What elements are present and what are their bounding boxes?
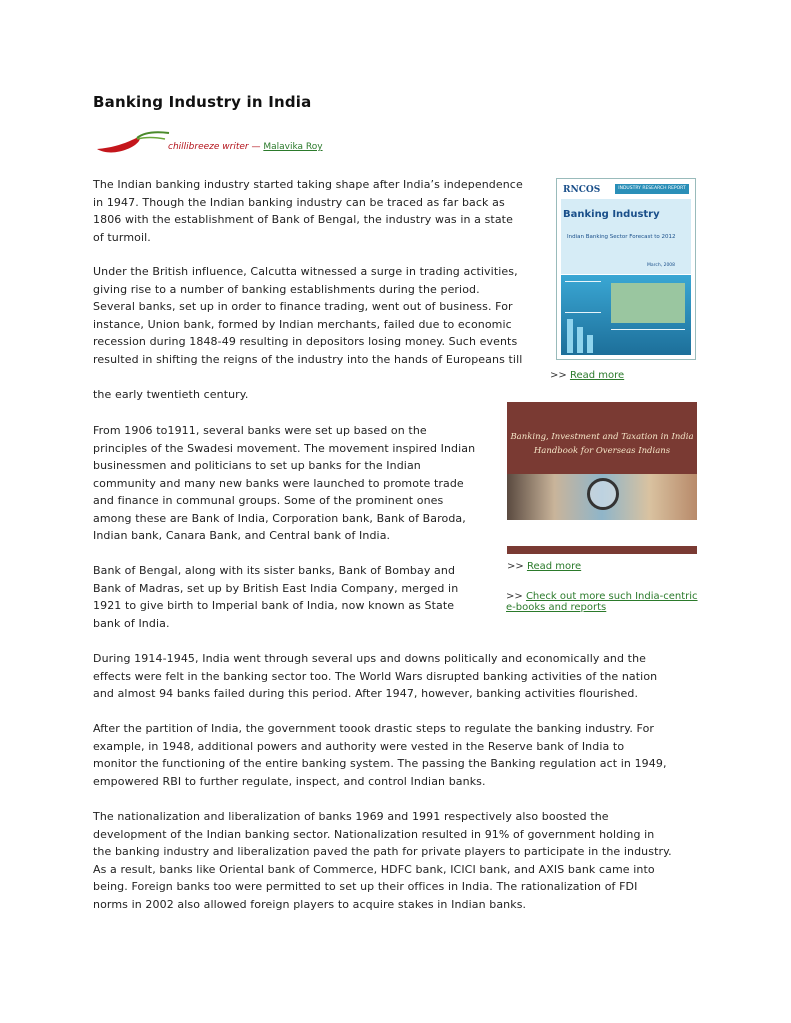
text-line: among these are Bank of India, Corporation bank, Bank of Baroda, [93, 511, 466, 525]
read-more-row-1 [550, 370, 624, 381]
check-out-row [506, 591, 698, 613]
text-line: 1921 to give birth to Imperial bank of India, now known as State [93, 599, 455, 612]
paragraph-2 [93, 263, 522, 368]
text-line: in 1947. Though the Indian banking industry can be traced as far back as [93, 195, 505, 209]
text-line: bank of India. [93, 616, 170, 630]
paragraph-2-continued: the early twentieth century. [93, 388, 249, 401]
check-out-link-line2[interactable]: e-books and reports [506, 602, 607, 613]
byline-prefix: chillibreeze writer — [168, 142, 264, 152]
page-title: Banking Industry in India [93, 93, 312, 111]
magnifier-icon [587, 478, 619, 510]
text-line: being. Foreign banks too were permitted to set up their offices in India. The rationalization of FDI [93, 880, 638, 893]
author-link[interactable]: Malavika Roy [263, 142, 323, 152]
cover-date: March, 2008 [647, 263, 676, 268]
paragraph-1 [93, 176, 523, 246]
text-line: the banking industry and liberalization paved the path for private players to participate in the industry. [93, 845, 672, 858]
text-line: Bank of Madras, set up by British East India Company, merged in [93, 581, 459, 595]
text-line: Several banks, set up in order to finance trading, went out of business. For [93, 300, 513, 313]
cover-title: Banking Industry [563, 209, 660, 220]
arrow-text: >> [550, 370, 567, 381]
read-more-link-1[interactable]: Read more [569, 370, 625, 381]
text-line: development of the Indian banking sector. Nationalization resulted in 91% of government holding in [93, 827, 655, 841]
text-line: example, in 1948, additional powers and authority were vested in the Reserve bank of India to [93, 739, 625, 753]
text-line: Indian bank, Canara Bank, and Central bank of India. [93, 529, 391, 542]
cover-brand: RNCOS [563, 185, 601, 195]
paragraph-6 [93, 720, 667, 790]
text-line: After the partition of India, the government toook drastic steps to regulate the banking industry. For [93, 722, 655, 735]
text-line: monitor the functioning of the entire banking system. The passing the Banking regulation act in 1949, [93, 757, 667, 770]
paragraph-3 [93, 422, 475, 545]
banking-industry-report-cover[interactable] [556, 178, 696, 360]
text-line: The Indian banking industry started taking shape after India’s independence [93, 178, 523, 191]
text-line: norms in 2002 also allowed foreign players to acquire stakes in Indian banks. [93, 897, 527, 911]
text-line: effects were felt in the banking sector too. The World Wars disrupted banking activities of the nation [93, 669, 658, 683]
text-line: Under the British influence, Calcutta witnessed a surge in trading activities, [93, 265, 518, 278]
text-line: empowered RBI to further regulate, inspect, and control Indian banks. [93, 774, 486, 788]
text-line: community and many new banks were launched to promote trade [93, 476, 464, 490]
text-line: and finance in communal groups. Some of the prominent ones [93, 494, 444, 507]
text-line: instance, Union bank, formed by Indian merchants, failed due to economic [93, 317, 512, 331]
handbook-cover[interactable] [507, 402, 697, 554]
paragraph-5 [93, 650, 657, 703]
handbook-title-line2: Handbook for Overseas Indians [533, 446, 671, 456]
cover-badge: INDUSTRY RESEARCH REPORT [615, 184, 689, 194]
arrow-text: >> [507, 561, 524, 572]
text-line: During 1914-1945, India went through several ups and downs politically and economically and the [93, 652, 647, 665]
paragraph-7 [93, 808, 672, 913]
text-line: recession during 1848-49 resulting in depositors losing money. Such events [93, 335, 518, 348]
text-line: resulted in shifting the reigns of the industry into the hands of Europeans till [93, 352, 523, 366]
cover-image-panel [561, 275, 691, 355]
read-more-row-2 [507, 561, 581, 572]
text-line: giving rise to a number of banking establishments during the period. [93, 282, 480, 296]
cover-photo [611, 283, 685, 323]
byline [168, 142, 323, 152]
text-line: From 1906 to1911, several banks were set up based on the [93, 424, 427, 437]
text-line: and almost 94 banks failed during this period. After 1947, however, banking activities flourished. [93, 687, 639, 700]
text-line: of turmoil. [93, 230, 151, 244]
read-more-link-2[interactable]: Read more [526, 561, 582, 572]
text-line: Bank of Bengal, along with its sister banks, Bank of Bombay and [93, 564, 456, 577]
cover-subtitle: Indian Banking Sector Forecast to 2012 [567, 234, 676, 240]
arrow-text: >> [506, 591, 523, 602]
text-line: As a result, banks like Oriental bank of Commerce, HDFC bank, ICICI bank, and AXIS bank came into [93, 862, 655, 876]
paragraph-4 [93, 562, 458, 632]
text-line: The nationalization and liberalization of banks 1969 and 1991 respectively also boosted the [93, 810, 609, 823]
text-line: businessmen and politicians to set up banks for the Indian [93, 459, 421, 472]
handbook-title-line1: Banking, Investment and Taxation in India [510, 432, 694, 442]
chilli-logo-icon [93, 127, 171, 157]
check-out-link[interactable]: Check out more such India-centric [525, 591, 698, 602]
text-line: principles of the Swadesi movement. The movement inspired Indian [93, 441, 476, 455]
text-line: 1806 with the establishment of Bank of Bengal, the industry was in a state [93, 213, 513, 226]
